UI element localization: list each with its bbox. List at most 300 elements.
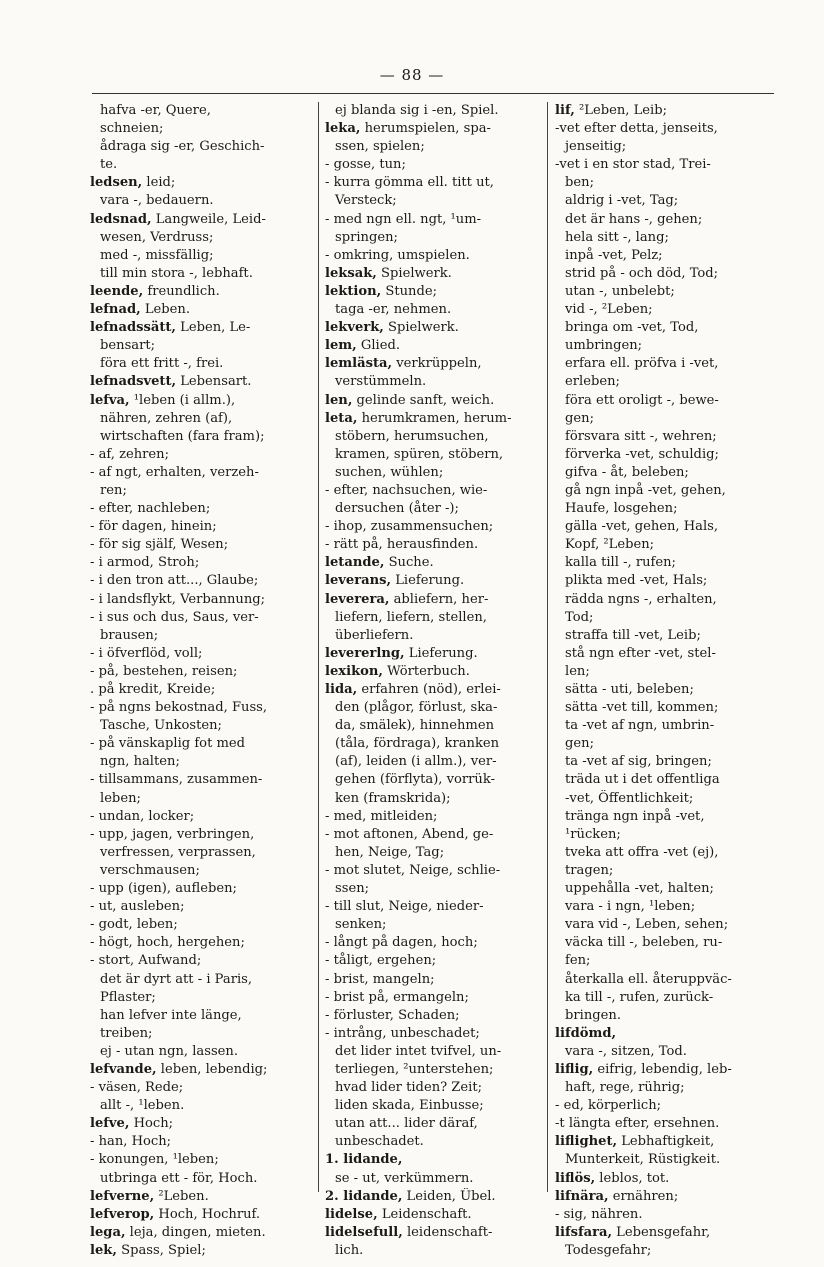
entry-text: unbeschadet. — [335, 1134, 424, 1150]
entry-text: - på ngns bekostnad, Fuss, — [90, 700, 268, 716]
dictionary-line — [555, 699, 780, 717]
dictionary-line — [325, 464, 545, 482]
entry-text: leblos, tot. — [595, 1170, 670, 1186]
headword: lem, — [325, 338, 357, 354]
entry-text: Lebensart. — [176, 374, 252, 390]
entry-text: erfara ell. pröfva i -vet, — [565, 356, 719, 372]
dictionary-line — [325, 1097, 545, 1115]
entry-text: strid på - och död, Tod; — [565, 265, 719, 281]
dictionary-line — [555, 138, 780, 156]
entry-text: lich. — [335, 1242, 364, 1258]
dictionary-line — [555, 500, 780, 518]
dictionary-headword-line — [555, 1188, 780, 1206]
dictionary-line — [90, 482, 314, 500]
dictionary-line — [90, 247, 314, 265]
entry-text: sätta - uti, beleben; — [565, 682, 694, 697]
entry-text: - undan, locker; — [90, 808, 195, 824]
dictionary-line — [90, 989, 314, 1007]
dictionary-line — [325, 735, 545, 753]
dictionary-line — [555, 844, 780, 862]
dictionary-headword-line — [325, 265, 545, 283]
dictionary-line — [325, 790, 545, 808]
entry-text: dersuchen (åter -); — [335, 501, 459, 517]
entry-text: Pflaster; — [100, 989, 156, 1005]
column-divider — [318, 102, 319, 1192]
dictionary-line — [325, 1043, 545, 1061]
entry-text: - på, bestehen, reisen; — [90, 663, 238, 679]
entry-text: herumspielen, spa- — [360, 121, 491, 137]
dictionary-line — [90, 952, 314, 970]
entry-text: verstümmeln. — [335, 374, 427, 390]
dictionary-line — [555, 898, 780, 916]
entry-text: - han, Hoch; — [90, 1134, 172, 1150]
entry-text: Versteck; — [335, 193, 397, 209]
dictionary-line — [90, 1133, 314, 1151]
dictionary-line — [90, 645, 314, 663]
entry-text: till min stora -, lebhaft. — [100, 265, 253, 281]
dictionary-line — [90, 934, 314, 952]
headword: letande, — [325, 555, 385, 571]
headword: liflighet, — [555, 1134, 618, 1150]
dictionary-line — [90, 1025, 314, 1043]
dictionary-line — [325, 771, 545, 789]
dictionary-line — [555, 428, 780, 446]
entry-text: - i öfverflöd, voll; — [90, 645, 203, 661]
headword: lida, — [325, 682, 358, 697]
dictionary-line — [555, 1151, 780, 1169]
entry-text: -vet i en stor stad, Trei- — [555, 157, 711, 173]
entry-text: treiben; — [100, 1025, 153, 1041]
dictionary-line — [90, 699, 314, 717]
dictionary-headword-line — [90, 1242, 314, 1260]
entry-text: - konungen, ¹leben; — [90, 1152, 219, 1168]
entry-text: Leidenschaft. — [377, 1206, 472, 1222]
dictionary-line — [90, 464, 314, 482]
entry-text: Spielwerk. — [383, 320, 459, 336]
entry-text: ken (framskrida); — [335, 790, 451, 806]
dictionary-headword-line — [325, 554, 545, 572]
entry-text: vara - i ngn, ¹leben; — [565, 899, 696, 915]
headword: lifsfara, — [555, 1224, 613, 1240]
dictionary-line — [555, 1043, 780, 1061]
entry-text: verfressen, verprassen, — [100, 844, 256, 860]
dictionary-headword-line — [90, 1206, 314, 1224]
entry-text: ssen; — [335, 881, 370, 897]
entry-text: - omkring, umspielen. — [325, 247, 470, 263]
entry-text: hela sitt -, lang; — [565, 229, 669, 245]
entry-text: umbringen; — [565, 338, 643, 354]
dictionary-line — [555, 663, 780, 681]
dictionary-headword-line — [325, 681, 545, 699]
dictionary-line — [325, 373, 545, 391]
entry-text: Leben. — [140, 302, 190, 318]
dictionary-line — [90, 138, 314, 156]
entry-text: Glied. — [356, 338, 401, 354]
dictionary-headword-line — [90, 1115, 314, 1133]
dictionary-line — [555, 952, 780, 970]
entry-text: - tillsammans, zusammen- — [90, 772, 263, 788]
entry-text: -t längta efter, ersehnen. — [555, 1116, 720, 1132]
dictionary-line — [555, 1115, 780, 1133]
dictionary-line — [555, 392, 780, 410]
dictionary-line — [555, 337, 780, 355]
entry-text: - i sus och dus, Saus, ver- — [90, 609, 259, 625]
entry-text: haft, rege, rührig; — [565, 1080, 685, 1096]
dictionary-line — [555, 934, 780, 952]
dictionary-line — [555, 989, 780, 1007]
entry-text: - mot aftonen, Abend, ge- — [325, 826, 494, 842]
entry-text: se - ut, verkümmern. — [335, 1170, 474, 1186]
dictionary-headword-line — [325, 572, 545, 590]
entry-text: allt -, ¹leben. — [100, 1098, 185, 1114]
dictionary-line — [555, 283, 780, 301]
entry-text: - för dagen, hinein; — [90, 519, 217, 535]
headword: lek, — [90, 1242, 117, 1258]
dictionary-line — [90, 156, 314, 174]
entry-text: aldrig i -vet, Tag; — [565, 193, 679, 209]
entry-text: - gosse, tun; — [325, 157, 406, 173]
entry-text: springen; — [335, 229, 398, 245]
dictionary-line — [90, 554, 314, 572]
entry-text: schneien; — [100, 121, 164, 137]
dictionary-line — [555, 518, 780, 536]
dictionary-headword-line — [325, 120, 545, 138]
entry-text: stå ngn efter -vet, stel- — [565, 645, 716, 661]
dictionary-headword-line — [90, 211, 314, 229]
dictionary-line — [325, 880, 545, 898]
dictionary-line — [325, 211, 545, 229]
entry-text: - af, zehren; — [90, 446, 170, 462]
headword: lexikon, — [325, 663, 383, 679]
entry-text: fen; — [565, 953, 591, 969]
headword: 2. lidande, — [325, 1188, 403, 1204]
entry-text: abliefern, her- — [389, 591, 489, 607]
dictionary-line — [325, 102, 545, 120]
entry-text: det är dyrt att - i Paris, — [100, 971, 253, 987]
headword: lefnadssätt, — [90, 320, 176, 336]
dictionary-line — [90, 446, 314, 464]
dictionary-line — [90, 898, 314, 916]
dictionary-line — [325, 1115, 545, 1133]
entry-text: leidenschaft- — [402, 1224, 493, 1240]
dictionary-line — [555, 229, 780, 247]
entry-text: terliegen, ²unterstehen; — [335, 1061, 494, 1077]
dictionary-line — [555, 1206, 780, 1224]
dictionary-line — [90, 1079, 314, 1097]
entry-text: (tåla, fördraga), kranken — [335, 736, 500, 752]
dictionary-line — [555, 446, 780, 464]
dictionary-line — [555, 211, 780, 229]
dictionary-line — [555, 1242, 780, 1260]
dictionary-line — [90, 572, 314, 590]
dictionary-column-2 — [325, 102, 545, 1260]
entry-text: gehen (förflyta), vorrük- — [335, 772, 495, 788]
dictionary-line — [90, 826, 314, 844]
dictionary-headword-line — [90, 373, 314, 391]
entry-text: - ed, körperlich; — [555, 1098, 662, 1114]
headword: lefvande, — [90, 1061, 157, 1077]
dictionary-line — [555, 319, 780, 337]
entry-text: utan -, unbelebt; — [565, 283, 675, 299]
headword: leende, — [90, 283, 144, 299]
headword: lefva, — [90, 392, 130, 408]
dictionary-line — [90, 627, 314, 645]
dictionary-headword-line — [325, 392, 545, 410]
dictionary-headword-line — [325, 1224, 545, 1242]
dictionary-line — [325, 717, 545, 735]
dictionary-line — [90, 880, 314, 898]
dictionary-line — [325, 1007, 545, 1025]
entry-text: Kopf, ²Leben; — [565, 537, 655, 553]
entry-text: ²Leben, Leib; — [574, 103, 668, 118]
dictionary-line — [325, 518, 545, 536]
entry-text: - långt på dagen, hoch; — [325, 935, 478, 951]
entry-text: verkrüppeln, — [392, 356, 482, 372]
entry-text: - för sig själf, Wesen; — [90, 537, 229, 553]
entry-text: - i armod, Stroh; — [90, 555, 200, 571]
entry-text: utan att... lider däraf, — [335, 1116, 478, 1132]
dictionary-line — [90, 862, 314, 880]
entry-text: gå ngn inpå -vet, gehen, — [565, 482, 726, 498]
entry-text: - sig, nähren. — [555, 1206, 643, 1222]
dictionary-line — [90, 971, 314, 989]
entry-text: vid -, ²Leben; — [565, 302, 653, 318]
entry-text: vara -, bedauern. — [100, 193, 214, 209]
dictionary-line — [555, 753, 780, 771]
dictionary-line — [90, 808, 314, 826]
headword: lidelsefull, — [325, 1224, 403, 1240]
headword: ledsen, — [90, 175, 143, 191]
entry-text: leben, lebendig; — [156, 1061, 268, 1077]
headword: leta, — [325, 410, 358, 426]
headword: ledsnad, — [90, 211, 152, 227]
dictionary-line — [90, 681, 314, 699]
dictionary-line — [555, 916, 780, 934]
dictionary-line — [555, 464, 780, 482]
dictionary-headword-line — [90, 283, 314, 301]
dictionary-line — [325, 808, 545, 826]
dictionary-line — [555, 1007, 780, 1025]
entry-text: Lieferung. — [391, 573, 465, 589]
entry-text: überliefern. — [335, 627, 414, 643]
entry-text: uppehålla -vet, halten; — [565, 881, 714, 897]
headword: lega, — [90, 1224, 126, 1240]
dictionary-line — [90, 192, 314, 210]
entry-text: ka till -, rufen, zurück- — [565, 989, 714, 1005]
entry-text: gen; — [565, 410, 594, 426]
entry-text: - tåligt, ergehen; — [325, 953, 437, 969]
entry-text: gälla -vet, gehen, Hals, — [565, 519, 719, 535]
dictionary-headword-line — [555, 1133, 780, 1151]
dictionary-line — [325, 699, 545, 717]
dictionary-line — [325, 536, 545, 554]
headword: leverans, — [325, 573, 392, 589]
dictionary-line — [325, 1079, 545, 1097]
dictionary-line — [325, 138, 545, 156]
entry-text: ssen, spielen; — [335, 139, 425, 155]
dictionary-line — [555, 410, 780, 428]
headword: lemlästa, — [325, 356, 393, 372]
entry-text: ²Leben. — [154, 1188, 209, 1204]
dictionary-headword-line — [90, 1188, 314, 1206]
entry-text: - godt, leben; — [90, 917, 178, 933]
dictionary-line — [325, 1242, 545, 1260]
dictionary-line — [90, 591, 314, 609]
entry-text: kramen, spüren, stöbern, — [335, 446, 504, 462]
entry-text: ådraga sig -er, Geschich- — [100, 139, 265, 155]
headword: leverera, — [325, 591, 390, 607]
dictionary-line — [90, 536, 314, 554]
dictionary-line — [90, 1151, 314, 1169]
dictionary-line — [325, 156, 545, 174]
entry-text: kalla till -, rufen; — [565, 555, 676, 571]
entry-text: hvad lider tiden? Zeit; — [335, 1080, 483, 1096]
entry-text: . på kredit, Kreide; — [90, 682, 216, 697]
entry-text: Stunde; — [381, 283, 438, 299]
entry-text: hafva -er, Quere, — [100, 103, 211, 118]
dictionary-line — [90, 337, 314, 355]
entry-text: liefern, liefern, stellen, — [335, 609, 487, 625]
dictionary-headword-line — [325, 591, 545, 609]
entry-text: tveka att offra -vet (ej), — [565, 844, 719, 860]
dictionary-headword-line — [325, 1188, 545, 1206]
dictionary-line — [555, 301, 780, 319]
headword: lefve, — [90, 1116, 130, 1132]
dictionary-line — [555, 373, 780, 391]
entry-text: nähren, zehren (af), — [100, 410, 233, 426]
entry-text: - till slut, Neige, nieder- — [325, 899, 484, 915]
headword: leka, — [325, 121, 361, 137]
dictionary-line — [90, 1043, 314, 1061]
entry-text: - med, mitleiden; — [325, 808, 438, 824]
entry-text: - på vänskaplig fot med — [90, 736, 246, 752]
dictionary-line — [90, 102, 314, 120]
dictionary-headword-line — [555, 102, 780, 120]
entry-text: föra ett fritt -, frei. — [100, 356, 224, 372]
dictionary-line — [325, 862, 545, 880]
dictionary-headword-line — [90, 1061, 314, 1079]
entry-text: Munterkeit, Rüstigkeit. — [565, 1152, 721, 1168]
dictionary-line — [325, 1133, 545, 1151]
dictionary-line — [555, 120, 780, 138]
dictionary-line — [555, 1097, 780, 1115]
dictionary-line — [90, 265, 314, 283]
dictionary-headword-line — [325, 319, 545, 337]
entry-text: Tasche, Unkosten; — [100, 718, 222, 734]
entry-text: - efter, nachsuchen, wie- — [325, 482, 488, 498]
dictionary-line — [325, 500, 545, 518]
entry-text: - upp, jagen, verbringen, — [90, 826, 255, 842]
entry-text: - brist, mangeln; — [325, 971, 435, 987]
dictionary-line — [325, 1061, 545, 1079]
entry-text: - ihop, zusammensuchen; — [325, 519, 494, 535]
entry-text: ¹leben (i allm.), — [129, 392, 236, 408]
dictionary-line — [90, 120, 314, 138]
dictionary-line — [555, 627, 780, 645]
entry-text: - stort, Aufwand; — [90, 953, 202, 969]
dictionary-headword-line — [555, 1061, 780, 1079]
entry-text: plikta med -vet, Hals; — [565, 573, 708, 589]
entry-text: taga -er, nehmen. — [335, 302, 452, 318]
headword: lifnära, — [555, 1188, 609, 1204]
entry-text: sätta -vet till, kommen; — [565, 700, 719, 716]
entry-text: med -, missfällig; — [100, 247, 214, 263]
dictionary-line — [90, 500, 314, 518]
dictionary-line — [325, 301, 545, 319]
dictionary-line — [555, 971, 780, 989]
entry-text: ben; — [565, 175, 594, 191]
dictionary-line — [90, 1097, 314, 1115]
entry-text: vara vid -, Leben, sehen; — [565, 917, 729, 933]
dictionary-line — [90, 410, 314, 428]
dictionary-line — [555, 645, 780, 663]
entry-text: - ut, ausleben; — [90, 899, 185, 915]
entry-text: väcka till -, beleben, ru- — [565, 935, 723, 951]
dictionary-line — [325, 609, 545, 627]
dictionary-line — [90, 609, 314, 627]
dictionary-headword-line — [325, 337, 545, 355]
entry-text: ta -vet af sig, bringen; — [565, 754, 712, 770]
dictionary-line — [325, 627, 545, 645]
dictionary-line — [555, 808, 780, 826]
dictionary-line — [555, 265, 780, 283]
headword: lefnad, — [90, 302, 141, 318]
dictionary-line — [90, 844, 314, 862]
entry-text: brausen; — [100, 627, 159, 643]
dictionary-headword-line — [90, 392, 314, 410]
entry-text: Wörterbuch. — [382, 663, 470, 679]
entry-text: ej blanda sig i -en, Spiel. — [335, 103, 499, 118]
entry-text: ej - utan ngn, lassen. — [100, 1043, 239, 1059]
entry-text: jenseitig; — [565, 139, 627, 155]
dictionary-line — [555, 826, 780, 844]
dictionary-line — [325, 174, 545, 192]
dictionary-headword-line — [325, 355, 545, 373]
entry-text: wirtschaften (fara fram); — [100, 428, 265, 444]
dictionary-line — [325, 1025, 545, 1043]
entry-text: - upp (igen), aufleben; — [90, 881, 237, 897]
entry-text: Todesgefahr; — [565, 1242, 652, 1258]
dictionary-line — [325, 844, 545, 862]
dictionary-line — [90, 735, 314, 753]
dictionary-line — [555, 554, 780, 572]
dictionary-line — [555, 482, 780, 500]
entry-text: ren; — [100, 482, 127, 498]
dictionary-column-1 — [90, 102, 314, 1260]
headword: lefverop, — [90, 1206, 155, 1222]
entry-text: bringa om -vet, Tod, — [565, 320, 699, 336]
dictionary-line — [555, 1079, 780, 1097]
entry-text: gifva - åt, beleben; — [565, 464, 689, 480]
entry-text: gen; — [565, 736, 594, 752]
dictionary-line — [555, 156, 780, 174]
dictionary-headword-line — [555, 1025, 780, 1043]
entry-text: liden skada, Einbusse; — [335, 1098, 484, 1114]
entry-text: erfahren (nöd), erlei- — [357, 682, 501, 697]
dictionary-line — [90, 753, 314, 771]
entry-text: bringen. — [565, 1007, 621, 1023]
dictionary-headword-line — [90, 174, 314, 192]
headword: liflig, — [555, 1061, 594, 1077]
entry-text: han lefver inte länge, — [100, 1007, 242, 1023]
entry-text: freundlich. — [143, 283, 220, 299]
entry-text: erleben; — [565, 374, 620, 390]
entry-text: Lieferung. — [404, 645, 478, 661]
dictionary-line — [555, 609, 780, 627]
entry-text: tragen; — [565, 862, 614, 878]
dictionary-line — [90, 428, 314, 446]
headword: len, — [325, 392, 353, 408]
